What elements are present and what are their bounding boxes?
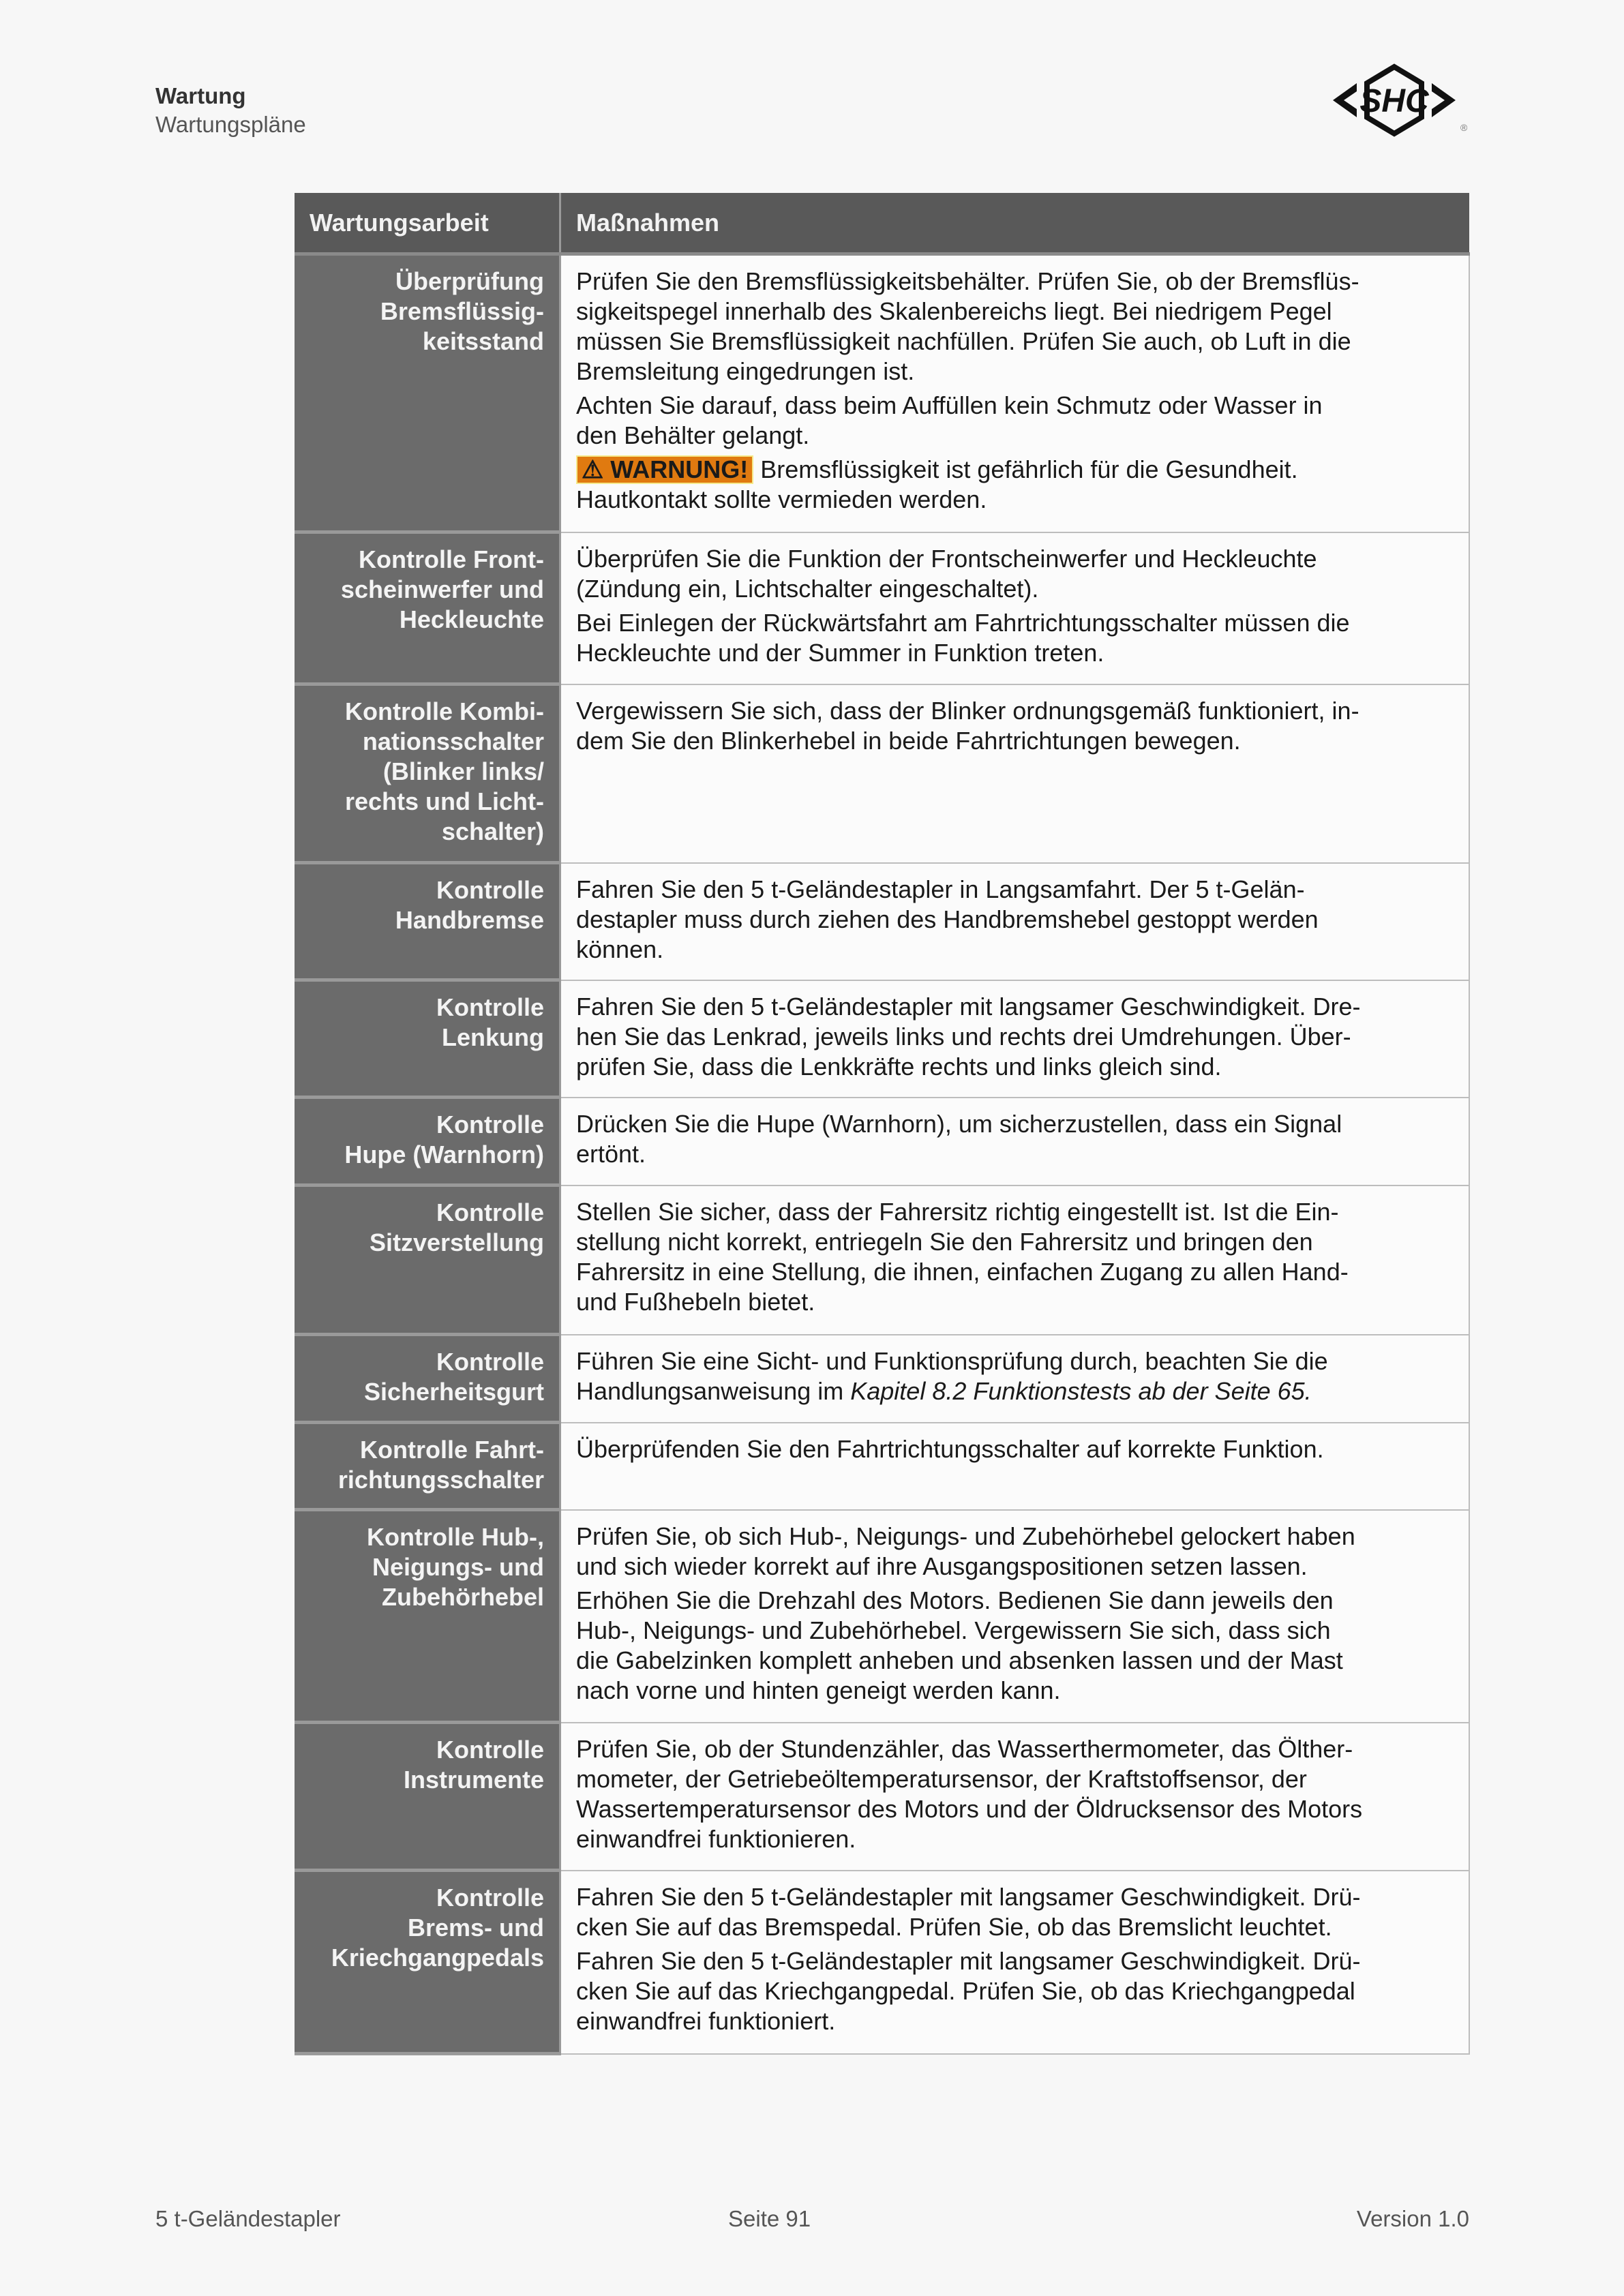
section-title: Wartung <box>155 83 246 108</box>
measure-paragraph: Vergewissern Sie sich, dass der Blinker ordnungsgemäß funktioniert, in- dem Sie den Blinkerhebel in beide Fahrtrichtungen bewegen. <box>576 696 1359 755</box>
table-row <box>295 863 1469 980</box>
table-row <box>295 1723 1469 1871</box>
measures-cell <box>560 1871 1470 2054</box>
footer-product: 5 t-Geländestapler <box>155 2206 341 2231</box>
table-header-row <box>295 193 1469 254</box>
table-row <box>295 1335 1469 1423</box>
measure-paragraph: Überprüfenden Sie den Fahrtrichtungsschalter auf korrekte Funktion. <box>576 1434 1324 1463</box>
measure-paragraph: Erhöhen Sie die Drehzahl des Motors. Bedienen Sie dann jeweils den Hub-, Neigungs- und Zubehörhebel. Vergewissern Sie sich, dass sich die Gabelzinken komplett anheben und absenken lassen und der Mast nach vorne und hinten geneigt werden kann. <box>576 1586 1343 1704</box>
measure-paragraph: Drücken Sie die Hupe (Warnhorn), um sicherzustellen, dass ein Signal ertönt. <box>576 1109 1342 1168</box>
company-logo <box>1319 63 1469 138</box>
column-header-measures: Maßnahmen <box>560 193 1470 254</box>
measure-paragraph: Fahren Sie den 5 t-Geländestapler in Langsamfahrt. Der 5 t-Gelän- destapler muss durch ziehen des Handbremshebel gestoppt werden können. <box>576 875 1319 963</box>
table-row <box>295 1871 1469 2054</box>
table-row <box>295 254 1469 532</box>
measures-cell <box>560 1098 1470 1185</box>
measures-cell <box>560 863 1470 980</box>
task-cell: Kontrolle Sicherheitsgurt <box>295 1335 560 1423</box>
task-cell: Kontrolle Kombi- nationsschalter (Blinker links/ rechts und Licht- schalter) <box>295 684 560 863</box>
task-cell: Kontrolle Fahrt- richtungsschalter <box>295 1423 560 1510</box>
table-row <box>295 1510 1469 1723</box>
measure-paragraph: Überprüfen Sie die Funktion der Frontscheinwerfer und Heckleuchte (Zündung ein, Lichtschalter eingeschaltet). <box>576 544 1317 603</box>
measure-paragraph: Fahren Sie den 5 t-Geländestapler mit langsamer Geschwindigkeit. Drü- cken Sie auf das Bremspedal. Prüfen Sie, ob das Bremslicht leuchtet. <box>576 1882 1361 1941</box>
measures-cell <box>560 684 1470 863</box>
svg-text:SHC: SHC <box>1359 83 1429 119</box>
table-row <box>295 1185 1469 1335</box>
measure-paragraph <box>576 1346 1452 1406</box>
measures-cell <box>560 1723 1470 1871</box>
measures-cell <box>560 1185 1470 1335</box>
task-cell: Kontrolle Front- scheinwerfer und Heckleuchte <box>295 532 560 684</box>
section-subtitle: Wartungspläne <box>155 112 306 137</box>
measure-text: Führen Sie eine Sicht- und Funktionsprüfung durch, beachten Sie die Handlungsanweisung im <box>576 1346 1328 1405</box>
measure-paragraph: Prüfen Sie den Bremsflüssigkeitsbehälter. Prüfen Sie, ob der Bremsflüs- sigkeitspegel innerhalb des Skalenbereichs liegt. Bei niedrigem Pegel müssen Sie Bremsflüssigkeit nachfüllen. Prüfen Sie auch, ob Luft in die Bremsleitung eingedrungen ist. <box>576 267 1359 385</box>
task-cell: Überprüfung Bremsflüssig- keitsstand <box>295 254 560 532</box>
measures-cell <box>560 1335 1470 1423</box>
svg-text:®: ® <box>1460 122 1468 133</box>
measure-paragraph: Prüfen Sie, ob der Stundenzähler, das Wasserthermometer, das Ölther- mometer, der Getriebeöltemperatursensor, der Kraftstoffsensor, der Wassertemperatursensor des Motors und der Öldrucksensor des Motors einwandfrei funktionieren. <box>576 1734 1363 1853</box>
task-cell: Kontrolle Hupe (Warnhorn) <box>295 1098 560 1185</box>
warning-paragraph <box>576 455 1452 515</box>
warning-badge: ⚠ WARNUNG! <box>576 455 753 484</box>
footer-page-number: Seite 91 <box>728 2206 811 2231</box>
chapter-reference-link[interactable]: Kapitel 8.2 Funktionstests ab der Seite 65. <box>850 1376 1312 1405</box>
measure-paragraph: Bei Einlegen der Rückwärtsfahrt am Fahrtrichtungsschalter müssen die Heckleuchte und der Summer in Funktion treten. <box>576 608 1350 667</box>
measure-paragraph: Stellen Sie sicher, dass der Fahrersitz richtig eingestellt ist. Ist die Ein- stellung nicht korrekt, entriegeln Sie den Fahrersitz und bringen den Fahrersitz in eine Stellung, die ihnen, einfachen Zugang zu allen Hand- und Fußhebeln bietet. <box>576 1197 1349 1316</box>
table-row <box>295 684 1469 863</box>
task-cell: Kontrolle Hub-, Neigungs- und Zubehörhebel <box>295 1510 560 1723</box>
table-row <box>295 532 1469 684</box>
measures-cell <box>560 980 1470 1098</box>
measures-cell <box>560 532 1470 684</box>
measures-cell <box>560 254 1470 532</box>
measures-cell <box>560 1423 1470 1510</box>
table-row <box>295 1098 1469 1185</box>
table-row <box>295 1423 1469 1510</box>
footer-version: Version 1.0 <box>1356 2206 1469 2231</box>
task-cell: Kontrolle Brems- und Kriechgangpedals <box>295 1871 560 2054</box>
task-cell: Kontrolle Handbremse <box>295 863 560 980</box>
column-header-task: Wartungsarbeit <box>295 193 560 254</box>
measures-cell <box>560 1510 1470 1723</box>
measure-paragraph: Prüfen Sie, ob sich Hub-, Neigungs- und Zubehörhebel gelockert haben und sich wieder korrekt auf ihre Ausgangspositionen setzen lassen. <box>576 1522 1355 1580</box>
measure-paragraph: Fahren Sie den 5 t-Geländestapler mit langsamer Geschwindigkeit. Drü- cken Sie auf das Kriechgangpedal. Prüfen Sie, ob das Kriechgangpedal einwandfrei funktioniert. <box>576 1946 1361 2035</box>
measure-paragraph: Achten Sie darauf, dass beim Auffüllen kein Schmutz oder Wasser in den Behälter gelangt. <box>576 391 1323 449</box>
maintenance-table <box>295 193 1470 2055</box>
warning-text: Bremsflüssigkeit ist gefährlich für die Gesundheit. Hautkontakt sollte vermieden werden. <box>576 455 1298 513</box>
task-cell: Kontrolle Lenkung <box>295 980 560 1098</box>
task-cell: Kontrolle Instrumente <box>295 1723 560 1871</box>
task-cell: Kontrolle Sitzverstellung <box>295 1185 560 1335</box>
measure-paragraph: Fahren Sie den 5 t-Geländestapler mit langsamer Geschwindigkeit. Dre- hen Sie das Lenkrad, jeweils links und rechts drei Umdrehungen. Über- prüfen Sie, dass die Lenkkräfte rechts und links gleich sind. <box>576 992 1361 1081</box>
table-row <box>295 980 1469 1098</box>
